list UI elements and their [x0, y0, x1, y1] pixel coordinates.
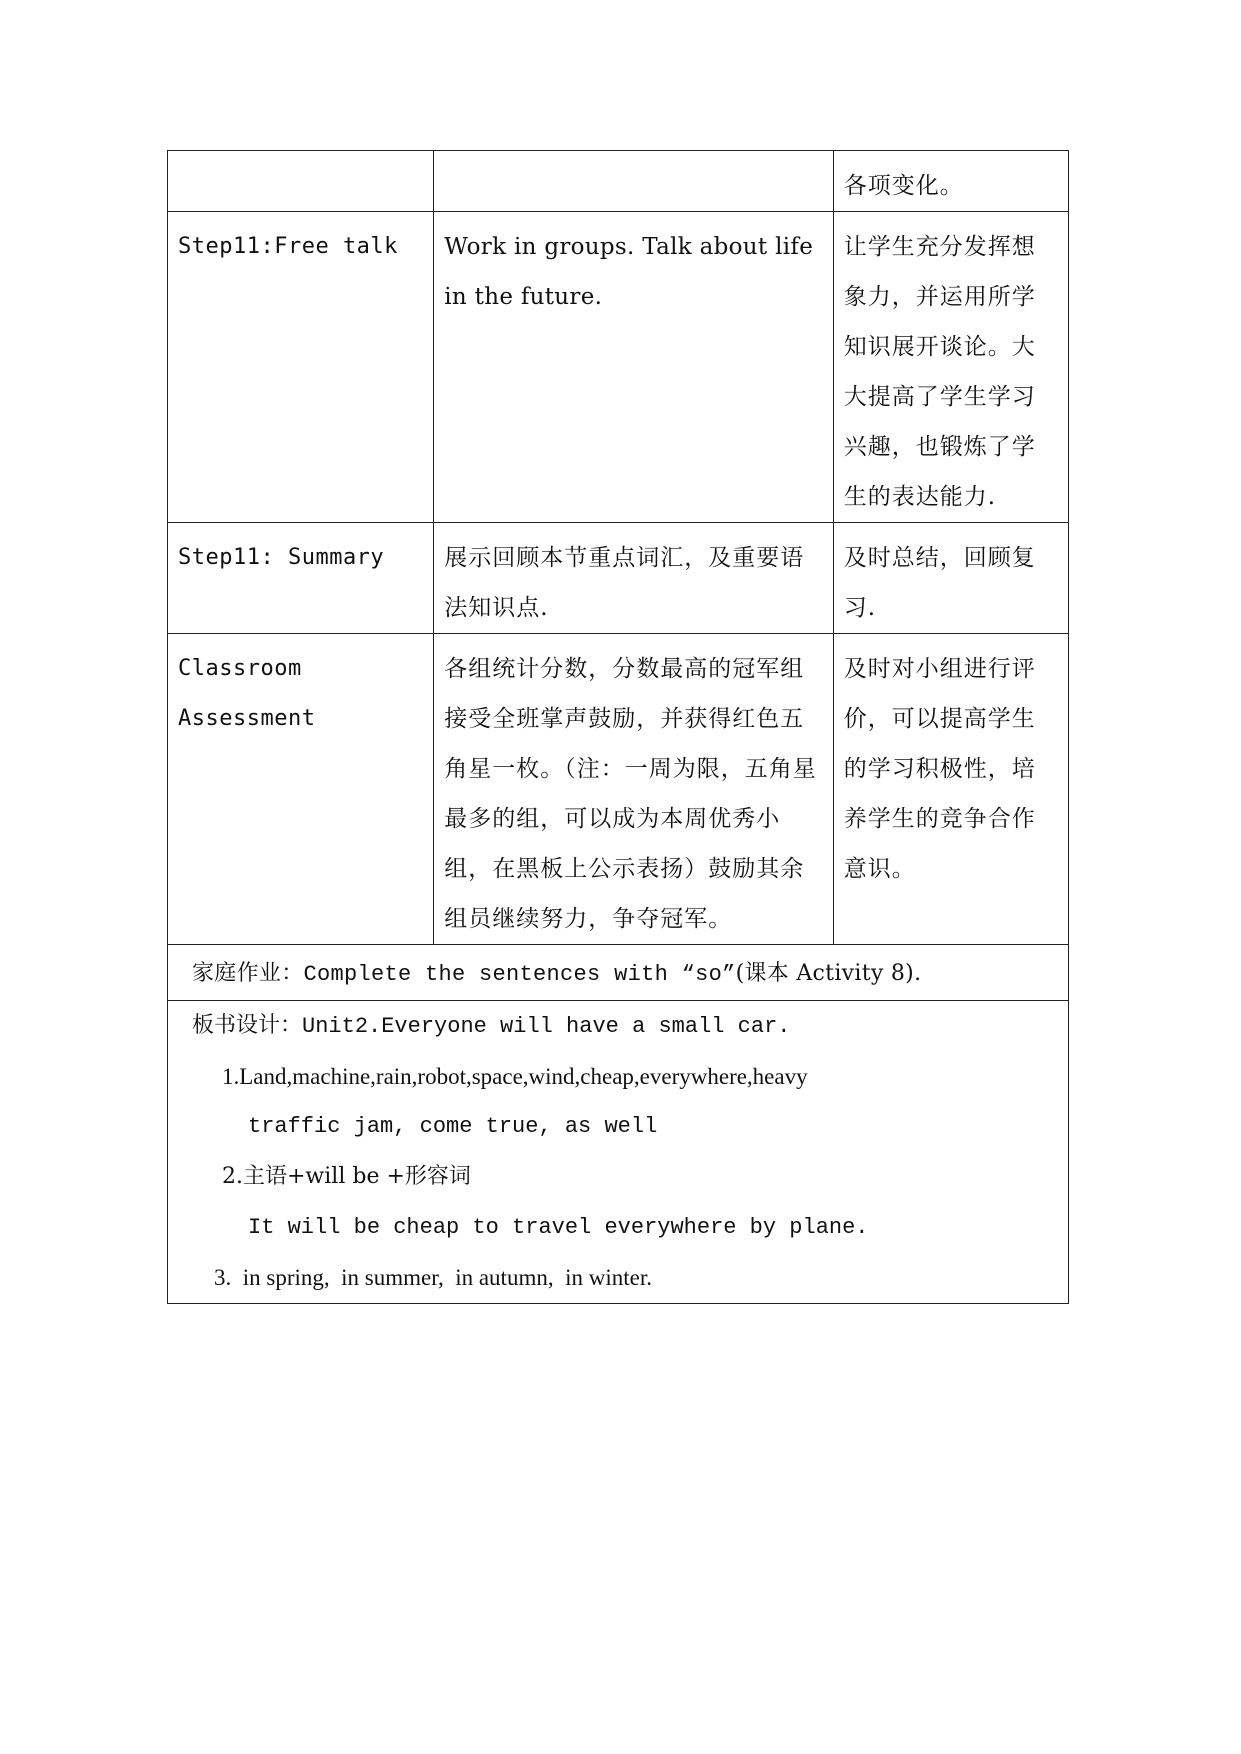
step-cell: Step11: Summary: [168, 523, 434, 634]
homework-row: [168, 945, 1069, 1001]
board-item-2-label: 2.主语+will be +形容词: [222, 1164, 471, 1189]
purpose-cell: 及时对小组进行评价，可以提高学生的学习积极性，培养学生的竞争合作意识。: [833, 634, 1068, 945]
board-item-2-example: It will be cheap to travel everywhere by plane.: [248, 1215, 869, 1240]
activity-cell: 展示回顾本节重点词汇，及重要语法知识点.: [434, 523, 833, 634]
activity-cell: Work in groups. Talk about life in the future.: [434, 212, 833, 523]
homework-cell: [168, 945, 1069, 1001]
homework-note: (课本 Activity 8).: [735, 961, 922, 986]
lesson-plan-table: [167, 150, 1069, 1304]
board-title: Unit2.Everyone will have a small car.: [302, 1014, 791, 1039]
board-design-cell: [168, 1001, 1069, 1304]
purpose-cell: 各项变化。: [833, 151, 1068, 212]
purpose-cell: 及时总结，回顾复习.: [833, 523, 1068, 634]
purpose-cell: 让学生充分发挥想象力，并运用所学知识展开谈论。大大提高了学生学习兴趣，也锻炼了学生的表达能力.: [833, 212, 1068, 523]
table-row: [168, 634, 1069, 945]
activity-cell: [434, 151, 833, 212]
table-row: [168, 151, 1069, 212]
board-item-1-line-1: 1.Land,machine,rain,robot,space,wind,cheap,everywhere,heavy: [222, 1064, 808, 1089]
table-row: [168, 212, 1069, 523]
step-cell: [168, 151, 434, 212]
step-cell: Classroom Assessment: [168, 634, 434, 945]
board-item-1-line-2: traffic jam, come true, as well: [248, 1114, 658, 1139]
homework-label: 家庭作业：: [192, 961, 304, 986]
board-item-3: 3. in spring, in summer, in autumn, in winter.: [214, 1265, 652, 1290]
step-cell: Step11:Free talk: [168, 212, 434, 523]
board-label: 板书设计：: [192, 1013, 303, 1038]
table-row: [168, 523, 1069, 634]
activity-cell: 各组统计分数，分数最高的冠军组接受全班掌声鼓励，并获得红色五角星一枚。（注：一周为限，五角星最多的组，可以成为本周优秀小组，在黑板上公示表扬）鼓励其余组员继续努力，争夺冠军。: [434, 634, 833, 945]
homework-text: Complete the sentences with “so”: [303, 962, 736, 987]
board-design-row: [168, 1001, 1069, 1304]
